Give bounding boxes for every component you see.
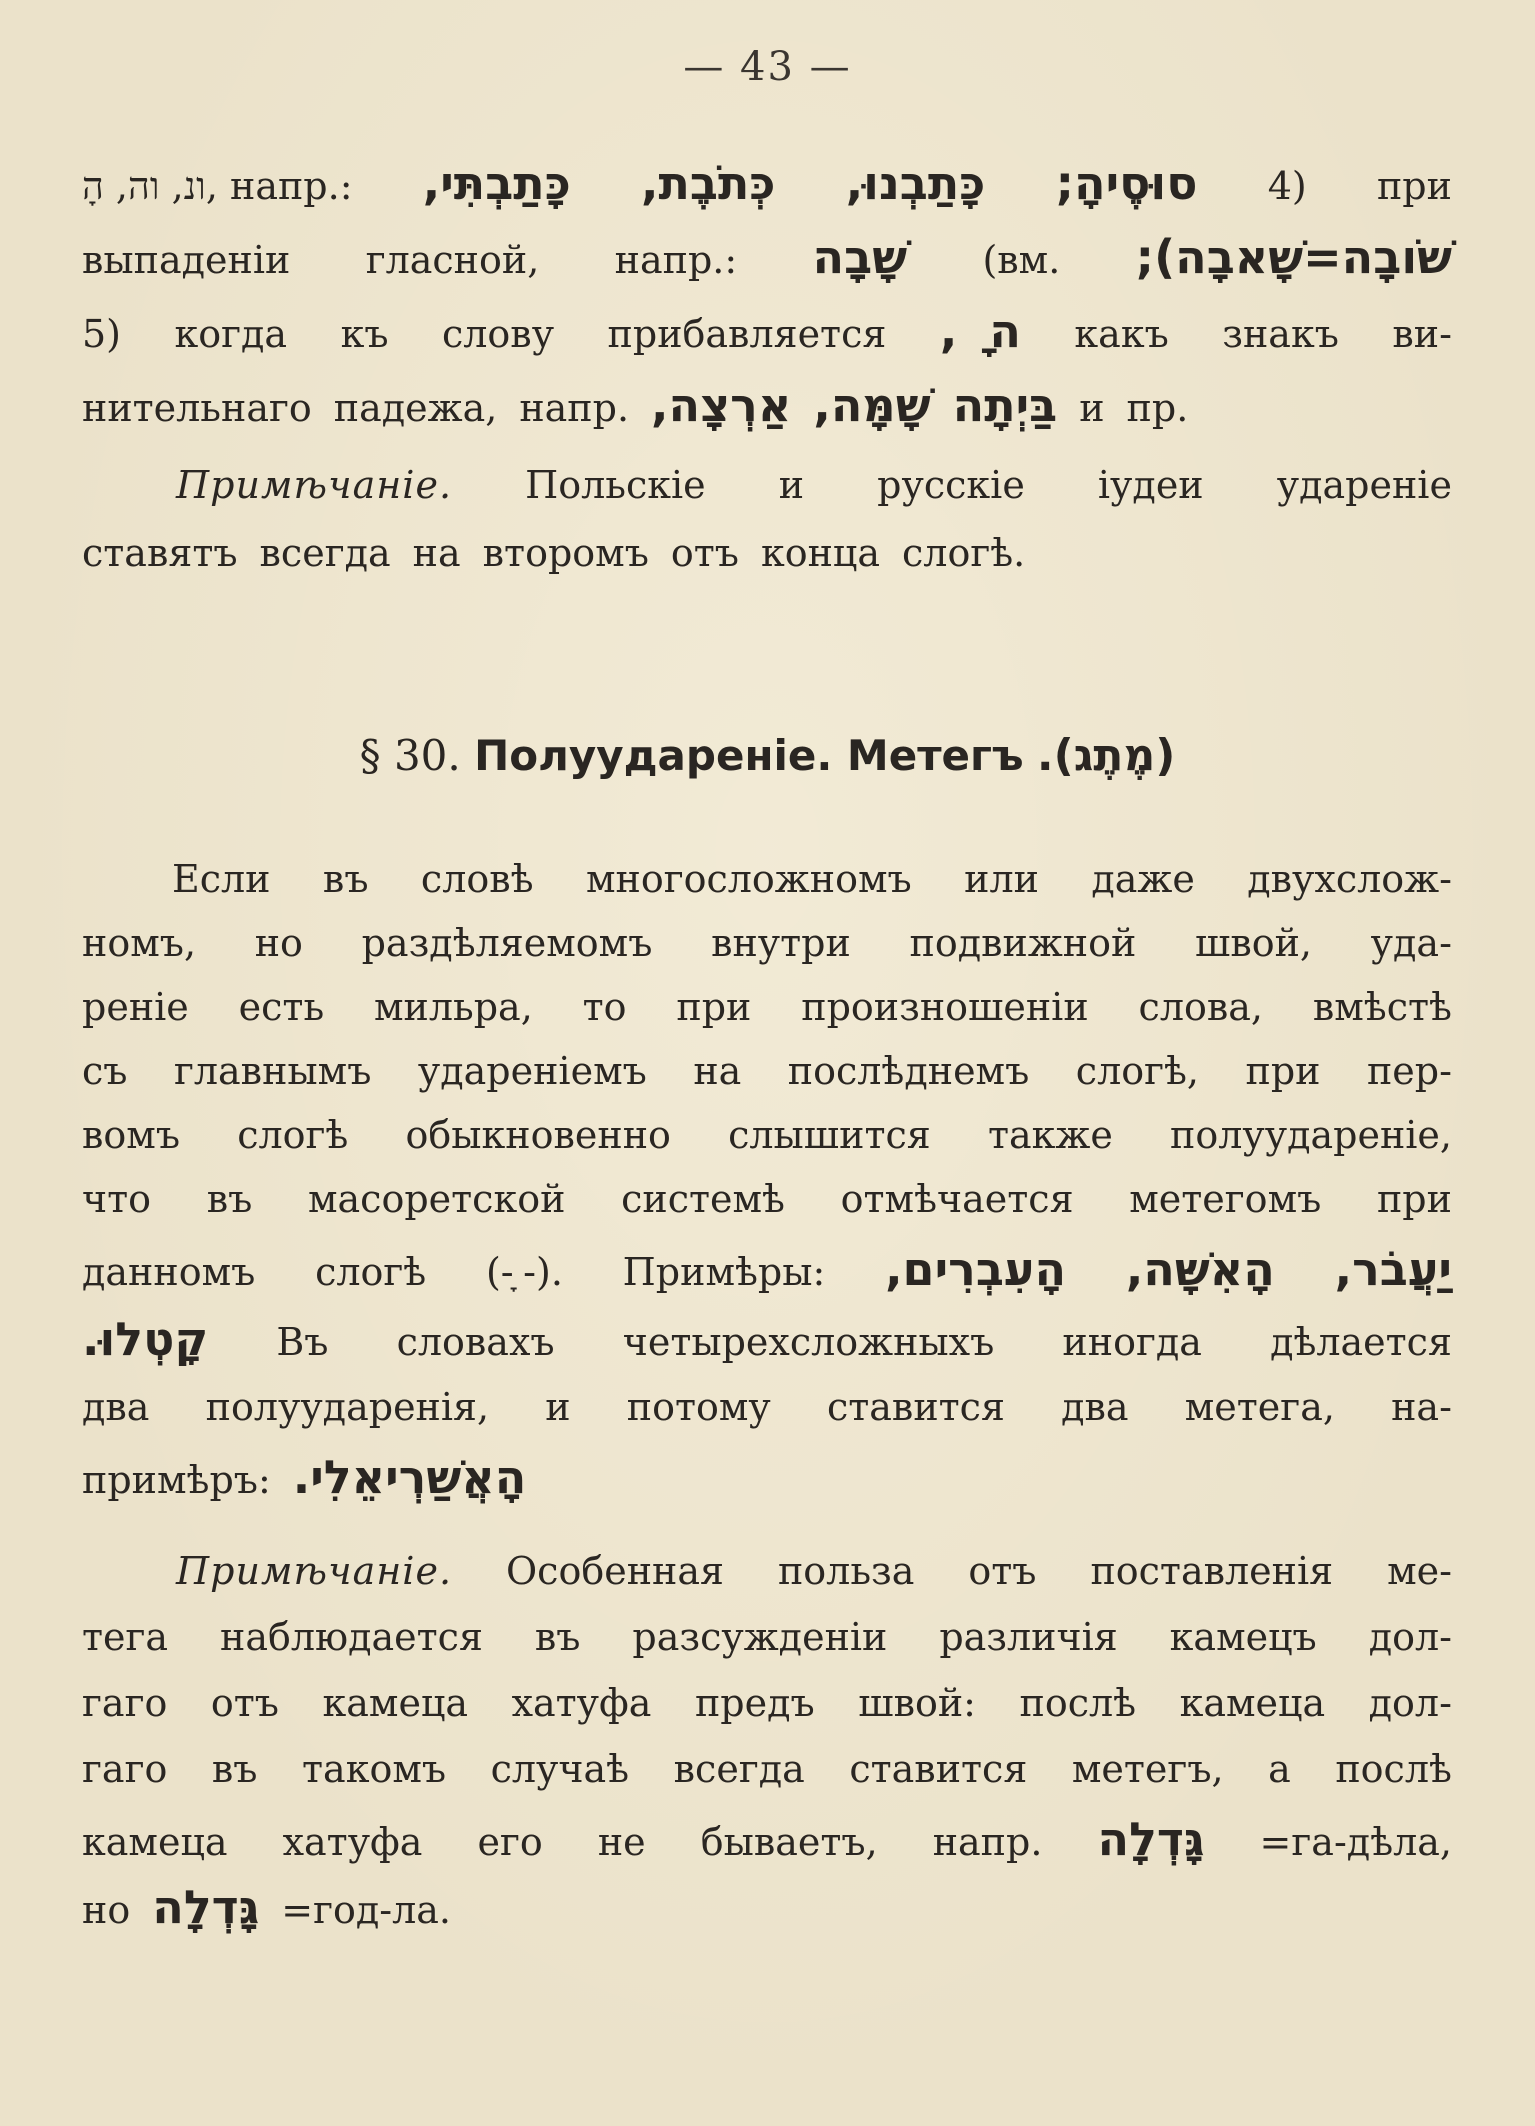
word: словахъ [396, 1320, 555, 1364]
word: масоретской [307, 1177, 566, 1221]
text-line [82, 230, 1452, 284]
word: Если [172, 857, 271, 901]
hebrew-word: בַּיְתָה [952, 378, 1058, 432]
word: послѣднемъ [787, 1049, 1030, 1093]
word: гаго [82, 1681, 168, 1725]
note-line [176, 1549, 1452, 1593]
text-line [172, 857, 1452, 901]
word: но [254, 921, 303, 965]
section-heading [0, 730, 1535, 781]
word: камеца [1179, 1681, 1326, 1725]
word: его [477, 1820, 543, 1864]
text-line [82, 156, 1452, 210]
section-title: Полуудареніе. Метегъ [474, 731, 1024, 780]
word: также [987, 1113, 1113, 1157]
word: іудеи [1097, 463, 1204, 507]
word: то [582, 985, 627, 1029]
word: когда [174, 312, 288, 356]
word: уда- [1370, 921, 1452, 965]
text-line [82, 921, 1452, 965]
text-line [82, 985, 1452, 1029]
word: системѣ [621, 1177, 785, 1221]
word: предъ [694, 1681, 815, 1725]
word: на- [1391, 1385, 1452, 1429]
word: =га-дѣла, [1259, 1820, 1452, 1864]
note-line [82, 1681, 1452, 1725]
word: различія [939, 1615, 1118, 1659]
word: слова, [1138, 985, 1263, 1029]
word: или [964, 857, 1039, 901]
hebrew-word: כָּתַבְנוּ, [845, 156, 986, 210]
hebrew-word: שֹׁובָה=שָׁאבָה); [1135, 230, 1452, 284]
word: что [82, 1177, 152, 1221]
word: примѣръ: [82, 1458, 271, 1502]
word: номъ, [82, 921, 197, 965]
word: вомъ [82, 1113, 181, 1157]
word: отъ [670, 531, 739, 575]
word: мильра, [374, 985, 533, 1029]
note-line [82, 1880, 1452, 1934]
word: подвижной [909, 921, 1137, 965]
word: разсужденіи [632, 1615, 888, 1659]
word: метегомъ [1129, 1177, 1322, 1221]
word: многосложномъ [585, 857, 912, 901]
word: два [82, 1385, 150, 1429]
word: полуудареніе, [1170, 1113, 1452, 1157]
word: дол- [1368, 1615, 1452, 1659]
word: (вм. [982, 238, 1061, 282]
text-line [82, 1450, 1452, 1504]
word: всегда [259, 531, 391, 575]
hebrew-word: גָּדְלָה [152, 1880, 260, 1934]
word: знакъ [1222, 312, 1339, 356]
text-line [82, 378, 1452, 432]
word: при [676, 985, 752, 1029]
word: бываетъ, [700, 1820, 878, 1864]
word: конца [760, 531, 881, 575]
word: удареніемъ [417, 1049, 647, 1093]
text-line [82, 1242, 1452, 1296]
word: четырехсложныхъ [622, 1320, 995, 1364]
word: даже [1091, 857, 1195, 901]
word: гласной, [365, 238, 540, 282]
word: падежа, [333, 386, 498, 430]
word: русскіе [877, 463, 1025, 507]
hebrew-word: גָּדְלָה [1097, 1812, 1205, 1866]
word: отъ [210, 1681, 279, 1725]
word: обыкновенно [405, 1113, 671, 1157]
word: въ [322, 857, 369, 901]
word: Въ [276, 1320, 329, 1364]
word: въ [211, 1747, 258, 1791]
word: ставится [826, 1385, 1005, 1429]
word: удареніе [1276, 463, 1452, 507]
word: слогѣ [237, 1113, 349, 1157]
word: съ [82, 1049, 128, 1093]
word: слогѣ, [1075, 1049, 1199, 1093]
hebrew-word: סוּסֶיהָ; [1055, 156, 1198, 210]
word: внутри [711, 921, 851, 965]
word: 4) [1267, 164, 1307, 208]
word: прибавляется [607, 312, 887, 356]
word: пр. [1126, 386, 1189, 430]
note-line [82, 531, 1452, 575]
word: потому [626, 1385, 771, 1429]
word: швой: [858, 1681, 976, 1725]
word: гаго [82, 1747, 168, 1791]
word: ставится [849, 1747, 1028, 1791]
word: отъ [968, 1549, 1037, 1593]
hebrew-word: אַרְצָה, [651, 378, 792, 432]
section-hebrew: (מֶתֶג). [1036, 730, 1176, 781]
word: ставятъ [82, 531, 238, 575]
word: раздѣляемомъ [361, 921, 653, 965]
word: въ [206, 1177, 253, 1221]
word: второмъ [482, 531, 649, 575]
text-line [82, 1177, 1452, 1221]
word: (- ָ-). [485, 1250, 563, 1294]
word: и [778, 463, 805, 507]
word: отмѣчается [840, 1177, 1074, 1221]
hebrew-word: הָעִבְרִים, [885, 1242, 1067, 1296]
word: камецъ [1169, 1615, 1317, 1659]
word: ме- [1387, 1549, 1452, 1593]
hebrew-word: שָׁבָה [812, 230, 908, 284]
word: швой, [1194, 921, 1312, 965]
word: произношеніи [801, 985, 1089, 1029]
word: къ [340, 312, 389, 356]
word: вмѣстѣ [1312, 985, 1452, 1029]
word: нительнаго [82, 386, 312, 430]
page-number: — 43 — [683, 44, 852, 90]
word: такомъ [302, 1747, 447, 1791]
word: хатуфа [282, 1820, 423, 1864]
word: 5) [82, 312, 122, 356]
word: но [82, 1888, 131, 1932]
word: камеца [322, 1681, 469, 1725]
text-line [82, 1113, 1452, 1157]
note-line [82, 1615, 1452, 1659]
word: камеца [82, 1820, 228, 1864]
word: слову [442, 312, 555, 356]
word: и [545, 1385, 571, 1429]
text-line [82, 1049, 1452, 1093]
word: случаѣ [490, 1747, 630, 1791]
hebrew-word: הָאֲשַׁרְיאֵלִי. [292, 1450, 527, 1504]
word: реніе [82, 985, 189, 1029]
word: не [597, 1820, 646, 1864]
word: при [1376, 164, 1452, 208]
word: слогѣ. [902, 531, 1026, 575]
word: польза [777, 1549, 915, 1593]
hebrew-word: ה ָ , [939, 304, 1021, 358]
word: ви- [1392, 312, 1452, 356]
word: метегъ, [1071, 1747, 1224, 1791]
word: Особенная [506, 1549, 724, 1593]
word: данномъ [82, 1250, 256, 1294]
hebrew-word: כְּתֹבֶת, [641, 156, 776, 210]
word: есть [238, 985, 325, 1029]
note-line [82, 1747, 1452, 1791]
word: напр. [932, 1820, 1043, 1864]
text-line [82, 1312, 1452, 1366]
hebrew-word: יַעֲבֹר, [1334, 1242, 1452, 1296]
word: послѣ [1335, 1747, 1452, 1791]
word: напр.: [614, 238, 738, 282]
word: Польскіе [525, 463, 706, 507]
word: на [693, 1049, 742, 1093]
word: послѣ [1019, 1681, 1137, 1725]
word: дѣлается [1270, 1320, 1452, 1364]
word: наблюдается [220, 1615, 483, 1659]
word: а [1268, 1747, 1291, 1791]
word: всегда [673, 1747, 805, 1791]
word: Примѣры: [622, 1250, 826, 1294]
word: метега, [1184, 1385, 1335, 1429]
word: двухслож- [1247, 857, 1452, 901]
word: на [412, 531, 461, 575]
word: слышится [728, 1113, 931, 1157]
word: какъ [1074, 312, 1169, 356]
hebrew-word: קָטְלוּ. [82, 1312, 209, 1366]
word: словѣ [420, 857, 534, 901]
word: дол- [1368, 1681, 1452, 1725]
hebrew-word: הָאִשָּׁה, [1125, 1242, 1275, 1296]
hebrew-word: כָּתַבְתִּי, [422, 156, 571, 210]
word: пер- [1366, 1049, 1452, 1093]
word: напр. [519, 386, 630, 430]
word: при [1245, 1049, 1321, 1093]
word: два [1061, 1385, 1129, 1429]
word: слогѣ [315, 1250, 427, 1294]
word: иногда [1062, 1320, 1202, 1364]
note-label: Примѣчаніе. [176, 463, 453, 507]
word: въ [534, 1615, 581, 1659]
note-line [82, 1812, 1452, 1866]
text-line [82, 1385, 1452, 1429]
word: полуударенія, [205, 1385, 490, 1429]
word: =год-ла. [281, 1888, 451, 1932]
word: выпаденіи [82, 238, 291, 282]
word: при [1376, 1177, 1452, 1221]
text-line [82, 304, 1452, 358]
note-label: Примѣчаніе. [176, 1549, 453, 1593]
word: хатуфа [511, 1681, 652, 1725]
note-line [176, 463, 1452, 507]
word: тега [82, 1615, 169, 1659]
hebrew-word: שָׁמָּה, [813, 378, 931, 432]
word: ונ, וה, הָ, напр.: [82, 164, 353, 208]
word: и [1079, 386, 1105, 430]
section-number: § 30. [359, 731, 461, 780]
word: главнымъ [173, 1049, 372, 1093]
word: поставленія [1090, 1549, 1334, 1593]
